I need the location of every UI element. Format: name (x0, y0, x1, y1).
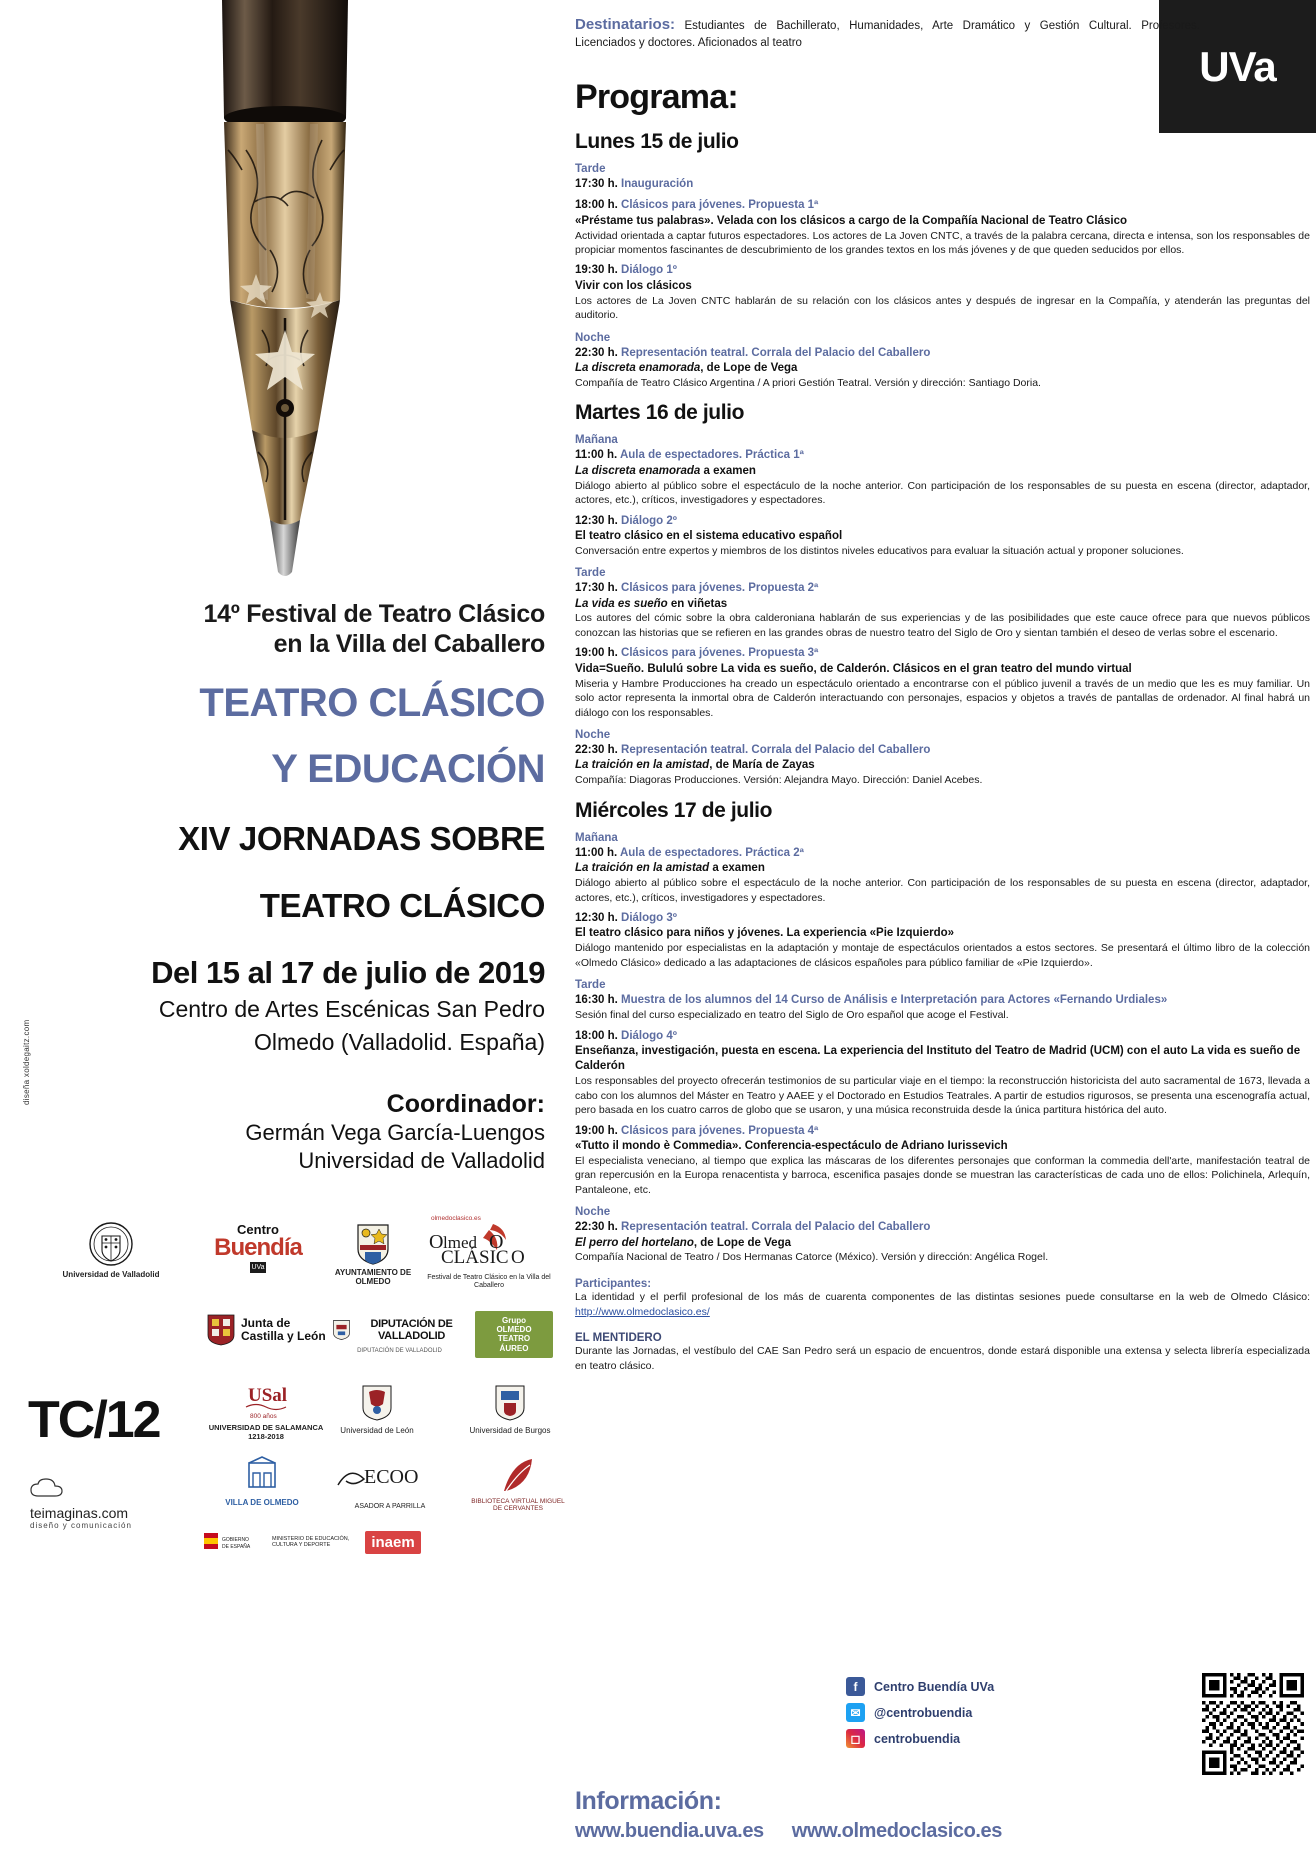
venue-line-2: Olmedo (Valladolid. España) (253, 1028, 545, 1055)
event-time: 22:30 h. (575, 744, 622, 757)
logo-caption: MINISTERIO DE EDUCACIÓN, CULTURA Y DEPORTE (272, 1536, 350, 1549)
cervantes-feather-icon (498, 1457, 538, 1495)
program-event (575, 177, 1310, 192)
event-kind: Representación teatral. Corrala del Palacio del Caballero (621, 1221, 931, 1234)
event-header-line (575, 198, 1310, 213)
logo-caption: BIBLIOTECA VIRTUAL MIGUEL DE CERVANTES (471, 1498, 565, 1513)
logo-caption: Universidad de Burgos (469, 1426, 551, 1435)
event-credit: Compañía: Diagoras Producciones. Versión: Alejandra Mayo. Dirección: Daniel Acebes. (575, 774, 983, 787)
event-kind: Clásicos para jóvenes. Propuesta 2ª (621, 582, 819, 595)
program-part-heading: Tarde (575, 567, 606, 580)
event-title: Vivir con los clásicos (575, 279, 692, 292)
program-event (575, 993, 1310, 1023)
event-description: Diálogo mantenido por especialistas en la adaptación y montaje de espectáculos orientados a estos sectores. Se presentará el último libro de la colección «Olmedo Clásico» dedicado a las adaptaciones de clásicos españoles para público familiar de «Pie Izquierdo». (575, 942, 1310, 969)
event-header-line (575, 263, 1310, 278)
event-header-line (575, 346, 1310, 361)
program-event (575, 346, 1310, 391)
logo-grupo-olmedo-teatro-aureo: Grupo OLMEDO TEATRO ÁUREO (475, 1311, 553, 1379)
event-dates: Del 15 al 17 de julio de 2019 (151, 954, 545, 990)
logo-universidad-burgos (456, 1383, 564, 1435)
program-event (575, 581, 1310, 640)
event-title: El perro del hortelano, de Lope de Vega (575, 1236, 791, 1249)
logo-junta-castilla-leon: Junta de Castilla y León (206, 1313, 330, 1359)
event-description: Los responsables del proyecto ofrecerán testimonios de su particular viaje en el tiempo: la reconstrucción historicista del auto sacramental de 1673, llevada a cabo con los alumnos del Máster en Teatro y AAEE y el Doctorado en Estudios Teatrales. A partir de estudios rigurosos, se presenta una escenografía actual, pero basada en los cuatro carros de globo que se usaron, y una música reconstruida desde la única partitura histórica del auto. (575, 1075, 1310, 1117)
event-description: Actividad orientada a captar futuros espectadores. Los actores de La Joven CNTC, a través de la palabra cercana, directa e intensa, son los responsables de propiciar momentos fascinantes de descubrimiento de los grandes textos en los más jóvenes y de que queden seducidos por ellos. (575, 229, 1310, 256)
participantes-label: Participantes: (575, 1277, 652, 1290)
jornadas-line-2: TEATRO CLÁSICO (259, 886, 545, 924)
logo-caption: UNIVERSIDAD DE SALAMANCA 1218-2018 (208, 1423, 324, 1441)
mentidero-label: EL MENTIDERO (575, 1332, 662, 1345)
event-kind: Diálogo 2º (621, 514, 677, 527)
social-row[interactable] (846, 1703, 1156, 1722)
event-header-line (575, 1124, 1310, 1139)
svg-text:O: O (489, 1231, 504, 1253)
social-handle: centrobuendia (874, 1731, 961, 1746)
event-header-line (575, 743, 1310, 758)
event-description: El especialista veneciano, al tiempo que explica las máscaras de los diferentes personajes que conforman la commedia dell'arte, manifestación teatral de gran repercusión en la Europa renacentista y barroca, escenifica pasajes donde se muestran las características de cada uno de ellos: Polichinela, Arlequín, Pantaleone, etc. (575, 1154, 1310, 1196)
twitter-icon[interactable]: ✉ (846, 1703, 865, 1722)
event-time: 19:00 h. (575, 647, 622, 660)
social-links (846, 1677, 1156, 1755)
event-time: 19:00 h. (575, 1124, 622, 1137)
svg-text:ECOO: ECOO (364, 1466, 419, 1488)
program-part-heading: Noche (575, 331, 611, 344)
program-day-heading: Lunes 15 de julio (575, 130, 739, 153)
svg-text:800 años: 800 años (250, 1413, 277, 1420)
svg-text:CLÁSIC: CLÁSIC (441, 1247, 509, 1266)
event-time: 18:00 h. (575, 199, 622, 212)
event-header-line (575, 993, 1310, 1008)
program-event (575, 263, 1310, 322)
event-time: 19:30 h. (575, 264, 622, 277)
logo-villa-de-olmedo (206, 1455, 318, 1507)
event-title: Vida=Sueño. Bululú sobre La vida es sueño, de Calderón. Clásicos en el gran teatro del mundo virtual (575, 662, 1132, 675)
event-description: Diálogo abierto al público sobre el espectáculo de la noche anterior. Con participación de los responsables de su puesta en escena (director, adaptador, actores, etc.), críticos, investigadores y espectadores. (575, 479, 1310, 507)
diputacion-crest-icon (332, 1315, 351, 1345)
program-part-heading: Tarde (575, 979, 606, 992)
pen-svg (150, 0, 420, 600)
logo-caption: Festival de Teatro Clásico en la Villa del Caballero (427, 1274, 551, 1290)
logo-olmedo-clasico: olmedoclasico.es O lmed O CLÁSIC O Festival de Teatro Clásico en la Villa del Caballero (425, 1215, 553, 1290)
left-column (0, 0, 565, 1861)
program-event (575, 743, 1310, 788)
logo-caption: AYUNTAMIENTO DE OLMEDO (334, 1268, 412, 1287)
ubu-crest-icon (493, 1383, 527, 1423)
destinatarios-block (575, 14, 1200, 52)
event-header-line (575, 1220, 1310, 1235)
event-time: 17:30 h. (575, 582, 622, 595)
event-time: 22:30 h. (575, 1221, 622, 1234)
logo-biblioteca-virtual-cervantes (466, 1457, 570, 1513)
event-description: Conversación entre expertos y miembros de los distintos niveles educativos para evaluar la situación actual y proponer soluciones. (575, 544, 1184, 557)
event-time: 12:30 h. (575, 912, 622, 924)
event-title: La discreta enamorada a examen (575, 464, 756, 477)
social-row[interactable] (846, 1677, 1156, 1696)
event-header-line (575, 581, 1310, 596)
coordinator-name: Germán Vega García-Luengos (245, 1120, 545, 1146)
informacion-label: Información: (575, 1787, 722, 1815)
program-day-heading: Martes 16 de julio (575, 401, 745, 425)
event-kind: Aula de espectadores. Práctica 1ª (619, 449, 804, 462)
mentidero-section (575, 1332, 1310, 1373)
event-kind: Inauguración (621, 178, 694, 190)
event-credit: Compañía de Teatro Clásico Argentina / A priori Gestión Teatral. Versión y dirección: Santiago Doria. (575, 376, 1041, 389)
logo-universidad-valladolid (46, 1221, 176, 1279)
program-event (575, 846, 1310, 905)
olmedoclasico-link[interactable]: http://www.olmedoclasico.es/ (575, 1305, 710, 1318)
coordinator-affiliation: Universidad de Valladolid (298, 1147, 545, 1173)
svg-text:GOBIERNO: GOBIERNO (222, 1537, 249, 1543)
event-title: Enseñanza, investigación, puesta en escena. La experiencia del Instituto del Teatro de Madrid (UCM) con el auto La vida es sueño de Calderón (575, 1045, 1301, 1073)
event-time: 16:30 h. (575, 994, 622, 1007)
destinatarios-label: Destinatarios: (575, 16, 676, 33)
program-list (575, 130, 1310, 1374)
event-description: Los autores del cómic sobre la obra calderoniana hablarán de sus experiencias y de las posibilidades que este cauce ofrece para que nuevos públicos conozcan las historias que se refieren en las grandes obras de nuestro teatro del Siglo de Oro y sientan también el deseo de verlas sobre el escenario. (575, 612, 1310, 639)
event-time: 17:30 h. (575, 178, 622, 190)
program-part-heading: Noche (575, 729, 611, 742)
event-title: El teatro clásico para niños y jóvenes. La experiencia «Pie Izquierdo» (575, 927, 955, 940)
destinatarios-text: Estudiantes de Bachillerato, Humanidades, Arte Dramático y Gestión Cultural. Profesores. Licenciados y doctores. Aficionados al teatro (575, 20, 1200, 50)
event-kind: Aula de espectadores. Práctica 2ª (619, 846, 804, 859)
jornadas-line-1: XIV JORNADAS SOBRE (178, 820, 545, 857)
programa-heading: Programa: (575, 78, 738, 116)
olmedo-shield-icon (352, 1219, 394, 1265)
logo-caption: DIPUTACIÓN DE VALLADOLID (357, 1348, 442, 1354)
teimaginas-name: teimaginas.com (30, 1505, 129, 1521)
logo-centro-buendia: Centro Buendía UVa (214, 1222, 302, 1271)
event-kind: Clásicos para jóvenes. Propuesta 1ª (621, 199, 819, 212)
event-kind: Diálogo 1º (621, 264, 677, 277)
event-description: Sesión final del curso especializado en teatro del Siglo de Oro español que acoge el Festival. (575, 1009, 1009, 1022)
event-title: La traición en la amistad a examen (575, 862, 765, 875)
event-credit: Compañía Nacional de Teatro / Dos Hermanas Catorce (México). Versión y dirección: Angélica Rogel. (575, 1251, 1049, 1264)
venue-line-1: Centro de Artes Escénicas San Pedro (158, 995, 545, 1022)
left-headline-block (30, 600, 545, 1174)
event-header-line (575, 646, 1310, 661)
event-title: El teatro clásico en el sistema educativo español (575, 529, 843, 542)
mentidero-text: Durante las Jornadas, el vestíbulo del CAE San Pedro será un espacio de encuentros, donde estará disponible una extensa y selecta librería especializada en teatro clásico. (575, 1345, 1310, 1372)
social-handle: Centro Buendía UVa (874, 1679, 995, 1694)
tc12-logo: TC/12 (28, 1391, 160, 1449)
event-header-line (575, 514, 1310, 529)
program-event (575, 1124, 1310, 1198)
right-column (565, 0, 1316, 1861)
logo-ayuntamiento-olmedo (325, 1219, 421, 1286)
event-title: «Préstame tus palabras». Velada con los clásicos a cargo de la Compañía Nacional de Teatro Clásico (575, 214, 1128, 227)
poster-title-line-2: Y EDUCACIÓN (271, 747, 545, 791)
logo-gobierno-espana (200, 1531, 270, 1579)
participantes-text: La identidad y el perfil profesional de los más de cuarenta componentes de las distintas sesiones puede consultarse en la web de Olmedo Clásico: http://www.olmedoclasico.es/ (575, 1290, 1310, 1318)
logo-universidad-salamanca (206, 1381, 326, 1441)
program-event (575, 911, 1310, 970)
logo-universidad-leon (322, 1383, 432, 1435)
event-description: Los actores de La Joven CNTC hablarán de su relación con los clásicos antes y después de ingresar en la Compañía, y atenderán las preguntas del auditorio. (575, 294, 1310, 322)
olmedo-clasico-mark-icon (427, 1222, 551, 1266)
url-olmedoclasico[interactable]: www.olmedoclasico.es (791, 1820, 1003, 1842)
event-kind: Muestra de los alumnos del 14 Curso de Análisis e Interpretación para Actores «Fernando Urdiales» (621, 994, 1168, 1007)
event-time: 22:30 h. (575, 346, 622, 359)
program-part-heading: Mañana (575, 831, 618, 844)
logo-asador-parrilla (330, 1459, 450, 1511)
cloud-icon (30, 1478, 66, 1500)
logo-caption: Universidad de Valladolid (62, 1270, 160, 1279)
svg-text:lmed: lmed (443, 1233, 477, 1252)
logo-inaem: inaem (356, 1531, 430, 1566)
svg-text:USal: USal (248, 1385, 288, 1406)
castilla-leon-shield-icon (206, 1313, 236, 1347)
destinatarios-paragraph (575, 14, 1200, 52)
poster-title-line-1: TEATRO CLÁSICO (199, 681, 545, 725)
festival-line-2: en la Villa del Caballero (273, 629, 545, 658)
program-event (575, 448, 1310, 507)
event-time: 18:00 h. (575, 1029, 622, 1042)
event-kind: Representación teatral. Corrala del Palacio del Caballero (621, 744, 931, 757)
unileon-crest-icon (360, 1383, 394, 1423)
event-title: «Tutto il mondo è Commedia». Conferencia-espectáculo de Adriano Iurissevich (575, 1139, 1008, 1152)
svg-text:O: O (511, 1247, 525, 1266)
logo-caption: Universidad de León (340, 1426, 414, 1435)
event-time: 11:00 h. (575, 846, 620, 859)
program-event (575, 1220, 1310, 1265)
teimaginas-logo (30, 1478, 132, 1530)
fountain-pen-illustration (150, 0, 420, 600)
event-header-line (575, 846, 1310, 861)
uva-crest-icon (88, 1221, 134, 1267)
event-title: La traición en la amistad, de María de Zayas (575, 759, 815, 772)
event-kind: Clásicos para jóvenes. Propuesta 4ª (621, 1124, 819, 1137)
instagram-icon[interactable]: ◻ (846, 1729, 865, 1748)
program-part-heading: Tarde (575, 163, 606, 175)
logo-ministerio-educacion (272, 1533, 356, 1549)
gobierno-espana-icon (204, 1531, 266, 1553)
event-title: La vida es sueño en viñetas (575, 597, 728, 610)
svg-text:DE ESPAÑA: DE ESPAÑA (222, 1544, 251, 1550)
program-event (575, 1029, 1310, 1118)
event-description: Diálogo abierto al público sobre el espectáculo de la noche anterior. Con participación de los responsables de su puesta en escena (director, adaptador, actores, etc.), críticos, investigadores y espectadores. (575, 877, 1310, 904)
teimaginas-tagline: diseño y comunicación (30, 1521, 132, 1530)
program-event (575, 646, 1310, 720)
facebook-icon[interactable]: f (846, 1677, 865, 1696)
event-time: 12:30 h. (575, 514, 622, 527)
event-kind: Representación teatral. Corrala del Palacio del Caballero (621, 346, 931, 359)
logo-caption: VILLA DE OLMEDO (225, 1498, 299, 1507)
informacion-block (575, 1787, 1002, 1843)
event-time: 11:00 h. (575, 449, 620, 462)
event-title: La discreta enamorada, de Lope de Vega (575, 361, 798, 374)
event-header-line (575, 1029, 1310, 1044)
event-kind: Diálogo 3º (621, 912, 677, 924)
url-buendia[interactable]: www.buendia.uva.es (575, 1820, 764, 1842)
program-event (575, 198, 1310, 257)
program-day-heading: Miércoles 17 de julio (575, 798, 773, 822)
coordinator-label: Coordinador: (386, 1090, 545, 1119)
event-kind: Diálogo 4º (621, 1029, 677, 1042)
event-header-line (575, 177, 1310, 192)
social-row[interactable] (846, 1729, 1156, 1748)
logo-diputacion-valladolid: DIPUTACIÓN DE VALLADOLID DIPUTACIÓN DE VALLADOLID (332, 1315, 467, 1355)
event-header-line (575, 911, 1310, 926)
svg-text:O: O (429, 1231, 444, 1253)
asador-script-icon (334, 1459, 446, 1495)
qr-code-icon[interactable] (1202, 1673, 1304, 1775)
event-kind: Clásicos para jóvenes. Propuesta 3ª (621, 647, 819, 660)
logo-caption: ASADOR A PARRILLA (354, 1503, 426, 1510)
event-header-line (575, 448, 1310, 463)
program-part-heading: Noche (575, 1206, 611, 1219)
informacion-urls (575, 1820, 1002, 1843)
uva-badge: UVa (1159, 0, 1316, 133)
design-credit-vertical: diseña xoldegaitz.com (22, 1019, 31, 1105)
villa-olmedo-icon (243, 1455, 281, 1495)
social-handle: @centrobuendia (874, 1705, 973, 1720)
participantes-section (575, 1278, 1310, 1319)
program-event (575, 514, 1310, 559)
program-part-heading: Mañana (575, 434, 618, 447)
festival-line-1: 14º Festival de Teatro Clásico (203, 600, 545, 628)
event-description: Miseria y Hambre Producciones ha creado un espectáculo orientado a encontrarse con el público juvenil a través de un medio que les es muy familiar. Un solo actor representa la inmortal obra de Calderón interactuando con personajes, espacios y objetos a través de pantallas de ordenador. Al final habrá un diálogo con los responsables. (575, 677, 1310, 719)
usal-icon (240, 1381, 292, 1421)
